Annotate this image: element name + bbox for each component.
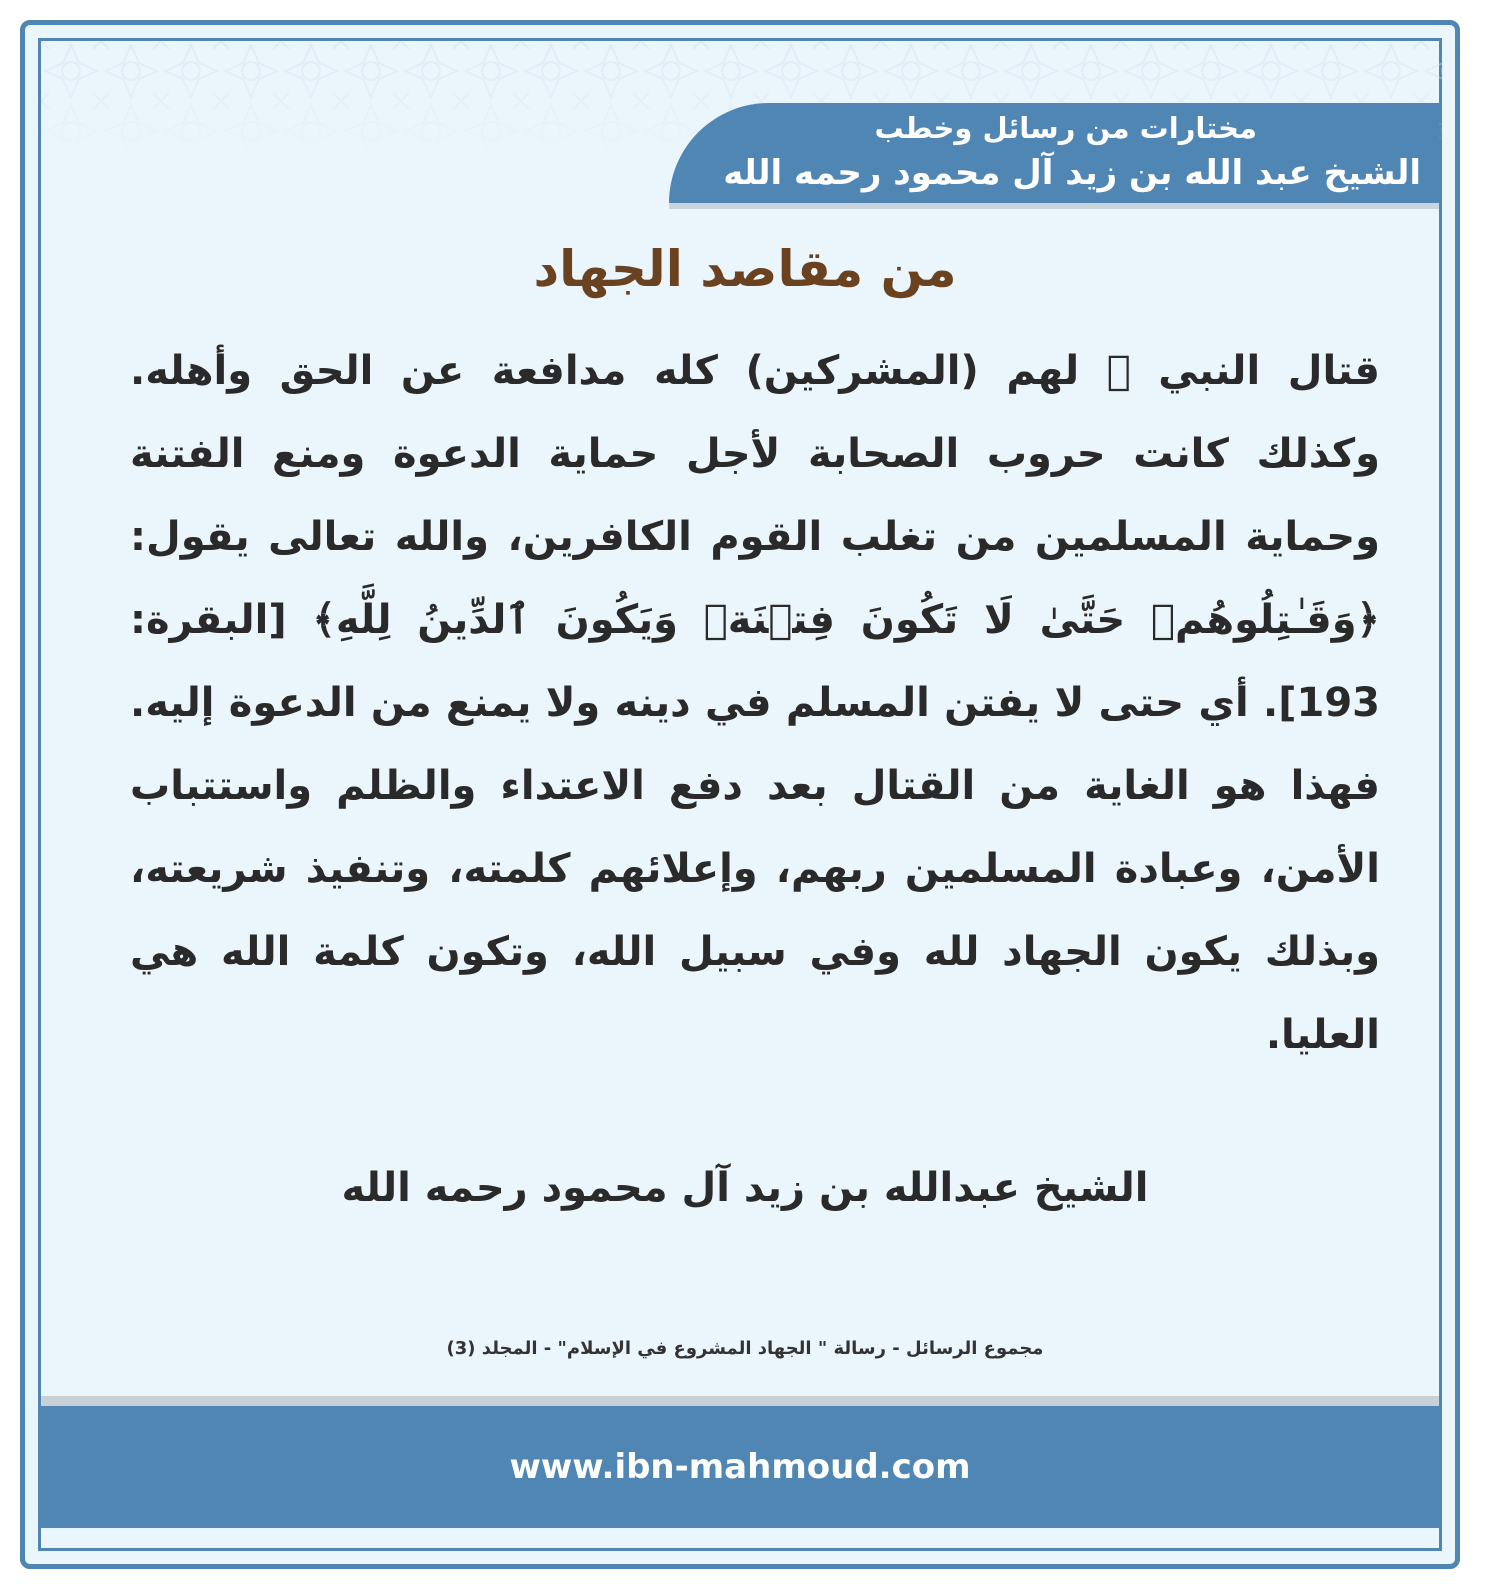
- footer-bar: [41, 1406, 1439, 1528]
- article-title: من مقاصد الجهاد: [533, 240, 957, 298]
- footer-divider: [41, 1396, 1439, 1406]
- header-banner: [669, 103, 1439, 203]
- article-body: قتال النبي ﷺ لهم (المشركين) كله مدافعة عن الحق وأهله. وكذلك كانت حروب الصحابة لأجل حماية الدعوة ومنع الفتنة وحماية المسلمين من تغلب القوم الكافرين، والله تعالى يقول: ﴿وَقَـٰتِلُوهُمۡ حَتَّىٰ لَا تَكُونَ فِتۡنَةٞ وَيَكُونَ ٱلدِّينُ لِلَّهِ﴾ [البقرة: 193]. أي حتى لا يفتن المسلم في دينه ولا يمنع من الدعوة إليه. فهذا هو الغاية من القتال بعد دفع الاعتداء والظلم واستتباب الأمن، وعبادة المسلمين ربهم، وإعلائهم كلمته، وتنفيذ شريعته، وبذلك يكون الجهاد لله وفي سبيل الله، وتكون كلمة الله هي العليا.: [130, 348, 1380, 1058]
- header-author: الشيخ عبد الله بن زيد آل محمود رحمه الله: [723, 153, 1421, 193]
- article-author: الشيخ عبدالله بن زيد آل محمود رحمه الله: [341, 1165, 1149, 1211]
- header-subtitle: مختارات من رسائل وخطب: [874, 111, 1257, 145]
- article-source: مجموع الرسائل - رسالة " الجهاد المشروع في الإسلام" - المجلد (3): [446, 1338, 1044, 1359]
- website-link[interactable]: www.ibn-mahmoud.com: [509, 1447, 971, 1487]
- quote-card: [20, 20, 1460, 1569]
